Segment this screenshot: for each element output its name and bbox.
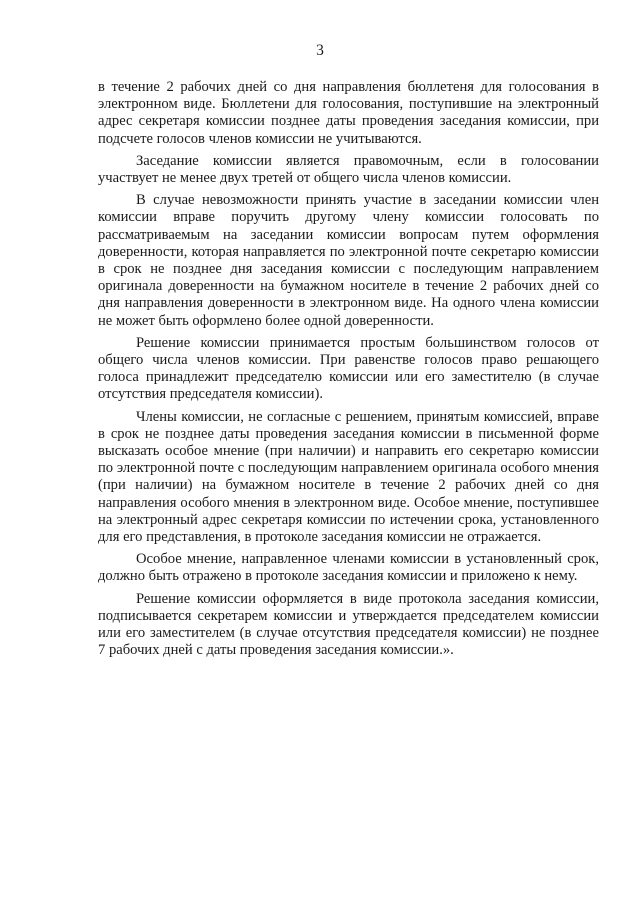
paragraph-dissenting-opinion: Члены комиссии, не согласные с решением, принятым комиссией, вправе в срок не позднее даты проведения заседания комиссии в письменной форме высказать особое мнение (при наличии) и направить его секретарю комиссии по электронной почте с последующим направлением оригинала особого мнения (при наличии) на бумажном носителе в течение 2 рабочих дней со дня направления особого мнения в электронном виде. Особое мнение, поступившее на электронный адрес секретаря комиссии по истечении срока, установленного для его представления, в протоколе заседания комиссии не отражается. bbox=[98, 408, 599, 546]
paragraph-quorum: Заседание комиссии является правомочным, если в голосовании участвует не менее двух третей от общего числа членов комиссии. bbox=[98, 152, 599, 187]
paragraph-protocol-signing: Решение комиссии оформляется в виде протокола заседания комиссии, подписывается секретарем комиссии и утверждается председателем комиссии или его заместителем (в случае отсутствия председателя комиссии) не позднее 7 рабочих дней с даты проведения заседания комиссии.». bbox=[98, 590, 599, 659]
paragraph-opinion-in-protocol: Особое мнение, направленное членами комиссии в установленный срок, должно быть отражено в протоколе заседания комиссии и приложено к нему. bbox=[98, 551, 599, 585]
paragraph-ballot-deadline: в течение 2 рабочих дней со дня направления бюллетеня для голосования в электронном виде. Бюллетени для голосования, поступившие на электронный адрес секретаря комиссии позднее даты проведения заседания комиссии, при подсчете голосов членов комиссии не учитываются. bbox=[98, 79, 599, 147]
page-number: 3 bbox=[316, 42, 324, 59]
paragraph-proxy-vote: В случае невозможности принять участие в заседании комиссии член комиссии вправе поручить другому члену комиссии голосовать по рассматриваемым на заседании комиссии вопросам путем оформления доверенности, которая направляется по электронной почте секретарю комиссии в срок не позднее дня заседания комиссии с последующим направлением оригинала доверенности на бумажном носителе в течение 2 рабочих дней со дня направления доверенности в электронном виде. На одного члена комиссии не может быть оформлено более одной доверенности. bbox=[98, 192, 599, 329]
paragraph-majority-decision: Решение комиссии принимается простым большинством голосов от общего числа членов комиссии. При равенстве голосов право решающего голоса принадлежит председателю комиссии или его заместителю (в случае отсутствия председателя комиссии). bbox=[98, 334, 599, 403]
document-body bbox=[98, 79, 599, 665]
